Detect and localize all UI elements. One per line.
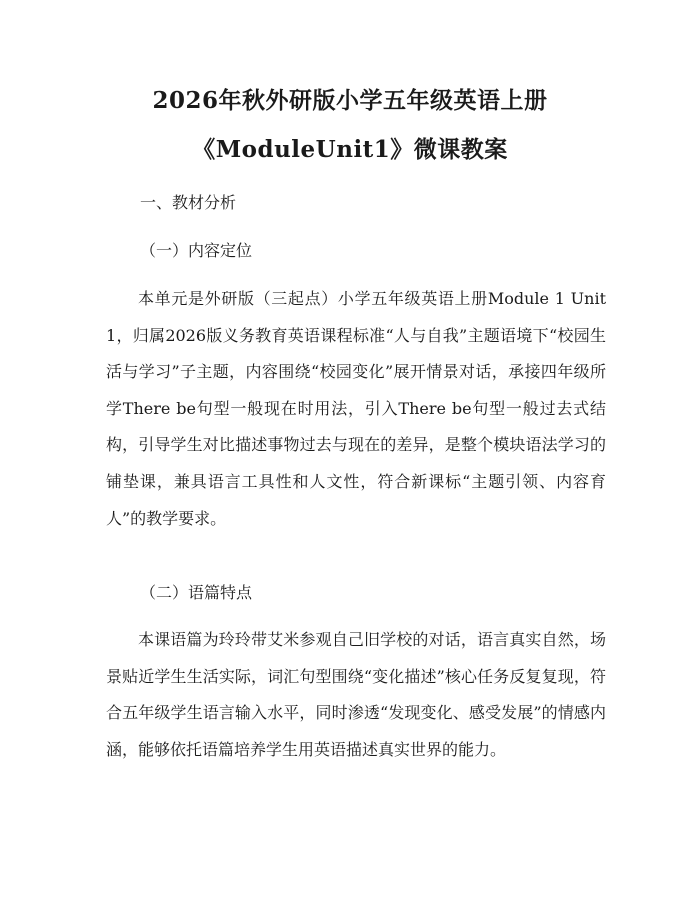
- document-title-line-2: 《ModuleUnit1》微课教案: [192, 136, 508, 163]
- document-title-line-1: 2026年秋外研版小学五年级英语上册: [152, 87, 548, 114]
- paragraph-content-positioning: 本单元是外研版（三起点）小学五年级英语上册Module 1 Unit 1，归属2026版义务教育英语课程标准“人与自我”主题语境下“校园生活与学习”子主题，内容围绕“校园变化”展开情景对话，承接四年级所学There be句型一般现在时用法，引入There be句型一般过去式结构，引导学生对比描述事物过去与现在的差异，是整个模块语法学习的铺垫课，兼具语言工具性和人文性，符合新课标“主题引领、内容育人”的教学要求。: [106, 289, 606, 528]
- section-heading: 一、教材分析: [140, 193, 237, 212]
- paragraph-text-features: 本课语篇为玲玲带艾米参观自己旧学校的对话，语言真实自然，场景贴近学生生活实际，词汇句型围绕“变化描述”核心任务反复复现，符合五年级学生语言输入水平，同时渗透“发现变化、感受发展”的情感内涵，能够依托语篇培养学生用英语描述真实世界的能力。: [106, 630, 606, 759]
- subsection-heading-text-features: （二）语篇特点: [140, 583, 253, 602]
- subsection-heading-content-positioning: （一）内容定位: [140, 241, 253, 260]
